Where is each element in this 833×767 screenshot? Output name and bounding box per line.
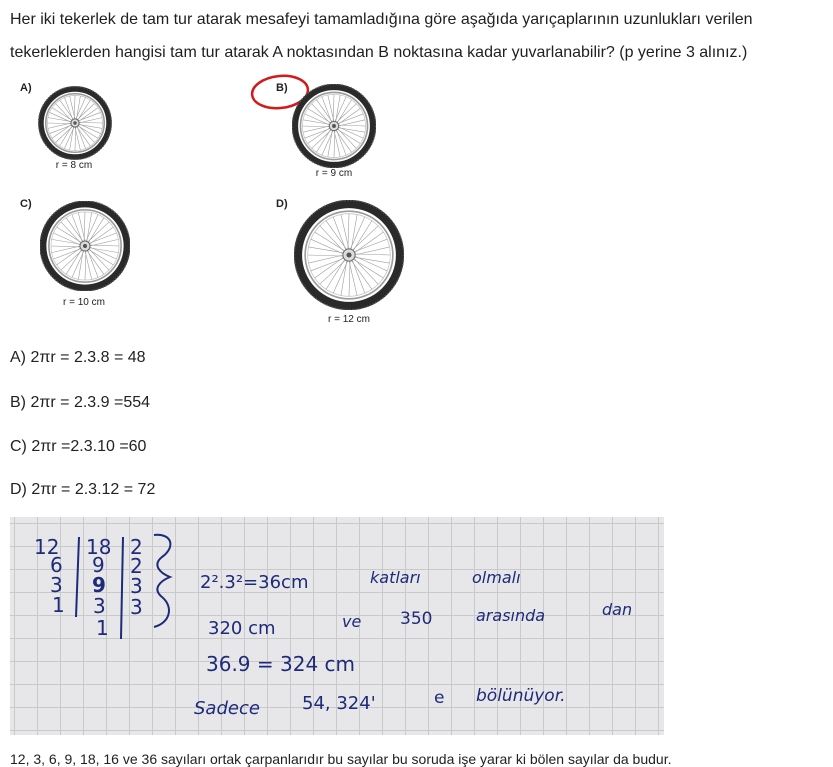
answer-a: A) 2πr = 2.3.8 = 48 [10, 349, 146, 366]
option-d-label: D) [276, 198, 288, 210]
option-c-label: C) [20, 198, 32, 210]
hw-line2-e: dan [602, 600, 633, 619]
hw-line2-d: arasında [476, 606, 546, 625]
hw-line2-a: 320 cm [208, 618, 276, 639]
factor-col2-2: 9 [92, 573, 106, 597]
hw-line1-left: 2².3²=36cm [200, 572, 309, 593]
hw-line4-c: e [434, 688, 445, 708]
hw-line1-right: olmalı [472, 568, 521, 587]
hw-line4-d: bölünüyor. [476, 686, 566, 706]
factor-col3-2: 3 [130, 574, 143, 598]
bottom-text-cut-off: 12, 3, 6, 9, 18, 16 ve 36 sayıları ortak çarpanlarıdır bu sayılar bu soruda işe yarar ki bölen sayılar da budur. [10, 751, 672, 767]
radius-label-b: r = 9 cm [315, 168, 353, 179]
answer-b: B) 2πr = 2.3.9 =554 [10, 394, 151, 411]
factor-col3-0: 2 [130, 535, 143, 559]
hw-line4-a: Sadece [194, 698, 260, 719]
factor-col1-1: 6 [50, 553, 63, 577]
hw-line4-b: 54, 324' [302, 693, 376, 714]
factor-col2-3: 3 [93, 594, 106, 618]
option-b-label: B) [276, 82, 288, 94]
radius-label-a: r = 8 cm [55, 160, 93, 171]
radius-label-c: r = 10 cm [63, 297, 105, 308]
hw-line3: 36.9 = 324 cm [206, 652, 356, 676]
wheel-c [40, 201, 130, 291]
wheel-b [292, 84, 376, 168]
hw-line2-b: ve [342, 612, 362, 631]
factor-col3-3: 3 [130, 595, 143, 619]
factor-col3-1: 2 [130, 554, 143, 578]
wheel-d [294, 200, 404, 310]
handwritten-solution-photo [10, 517, 664, 735]
question-text: Her iki tekerlek de tam tur atarak mesafeyi tamamladığına göre aşağıda yarıçaplarının uzunlukları verilen tekerleklerden hangisi tam tur atarak A noktasından B noktasına kadar yuvarlanabilir? (p yerine 3 alınız.) [10, 11, 753, 61]
hw-line1-mid: katları [370, 568, 421, 587]
wheel-a [38, 86, 112, 160]
factor-col1-0: 12 [34, 535, 60, 559]
factor-col2-0: 18 [86, 535, 112, 559]
factor-col1-2: 3 [50, 573, 63, 597]
option-a-label: A) [20, 82, 32, 94]
radius-label-d: r = 12 cm [328, 314, 370, 325]
hw-line2-c: 350 [400, 609, 433, 629]
factor-col2-1: 9 [92, 553, 105, 577]
factor-col2-4: 1 [96, 616, 109, 640]
answer-d: D) 2πr = 2.3.12 = 72 [10, 481, 156, 498]
answer-c: C) 2πr =2.3.10 =60 [10, 438, 147, 455]
factor-col1-3: 1 [52, 593, 65, 617]
